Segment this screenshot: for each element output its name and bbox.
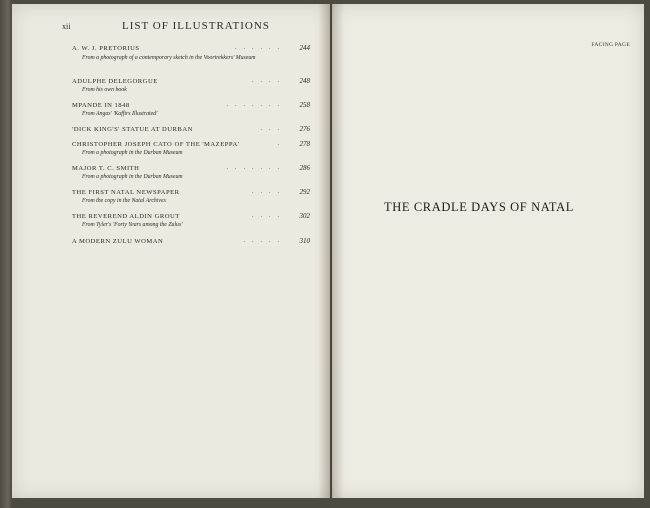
entry-title: MPANDE IN 1848 xyxy=(72,102,130,109)
leader-dots: .... xyxy=(252,189,286,195)
entry-source: From Angas' 'Kaffirs Illustrated' xyxy=(82,111,158,117)
entry-title: CHRISTOPHER JOSEPH CATO OF THE 'MAZEPPA' xyxy=(72,141,240,148)
running-head-title: LIST OF ILLUSTRATIONS xyxy=(122,20,270,32)
list-item xyxy=(72,189,310,204)
entry-page: 276 xyxy=(299,125,310,133)
leader-dots: ... xyxy=(260,126,286,132)
list-item xyxy=(72,141,310,156)
page-folio: xii xyxy=(62,22,71,31)
entry-source: From the copy in the Natal Archives xyxy=(82,198,166,204)
leader-dots: ....... xyxy=(226,102,286,108)
entry-source: From a photograph in the Durban Museum xyxy=(82,174,183,180)
leader-dots: .... xyxy=(252,78,286,84)
entry-page: 248 xyxy=(299,77,310,85)
entry-page: 244 xyxy=(299,44,310,52)
list-item xyxy=(72,165,310,180)
list-item xyxy=(72,102,310,117)
leader-dots: ....... xyxy=(226,165,286,171)
entry-title: A MODERN ZULU WOMAN xyxy=(72,238,164,245)
entry-title: A. W. J. PRETORIUS xyxy=(72,45,140,52)
running-header xyxy=(62,20,312,36)
entry-source: From a photograph in the Durban Museum xyxy=(82,150,183,156)
entry-source: From Tyler's 'Forty Years among the Zulus' xyxy=(82,222,183,228)
entry-title: THE REVEREND ALDIN GROUT xyxy=(72,213,180,220)
entry-page: 310 xyxy=(299,237,310,245)
entry-title: THE FIRST NATAL NEWSPAPER xyxy=(72,189,180,196)
entry-page: 278 xyxy=(299,140,310,148)
list-item xyxy=(72,213,310,228)
leader-dots: ..... xyxy=(243,238,286,244)
half-title: THE CRADLE DAYS OF NATAL xyxy=(384,200,575,214)
entry-source: From a photograph of a contemporary sketch in the Voortrekkers' Museum xyxy=(82,55,256,61)
entry-page: 258 xyxy=(299,101,310,109)
entry-title: ADULPHE DELEGORGUE xyxy=(72,78,158,85)
leader-dots: . xyxy=(277,141,286,147)
book-gutter xyxy=(318,4,344,498)
leader-dots: .... xyxy=(252,213,286,219)
entry-page: 286 xyxy=(299,164,310,172)
entry-page: 302 xyxy=(299,212,310,220)
entry-title: MAJOR T. C. SMITH xyxy=(72,165,140,172)
entry-source: From his own book xyxy=(82,87,127,93)
entry-page: 292 xyxy=(299,188,310,196)
list-item xyxy=(72,238,310,245)
list-item xyxy=(72,45,310,62)
entry-title: 'DICK KING'S' STATUE AT DURBAN xyxy=(72,126,193,133)
facing-page-label: FACING PAGE xyxy=(591,42,630,48)
list-item xyxy=(72,126,310,133)
right-page xyxy=(332,4,644,498)
list-item xyxy=(72,78,310,93)
leader-dots: ...... xyxy=(235,45,286,51)
